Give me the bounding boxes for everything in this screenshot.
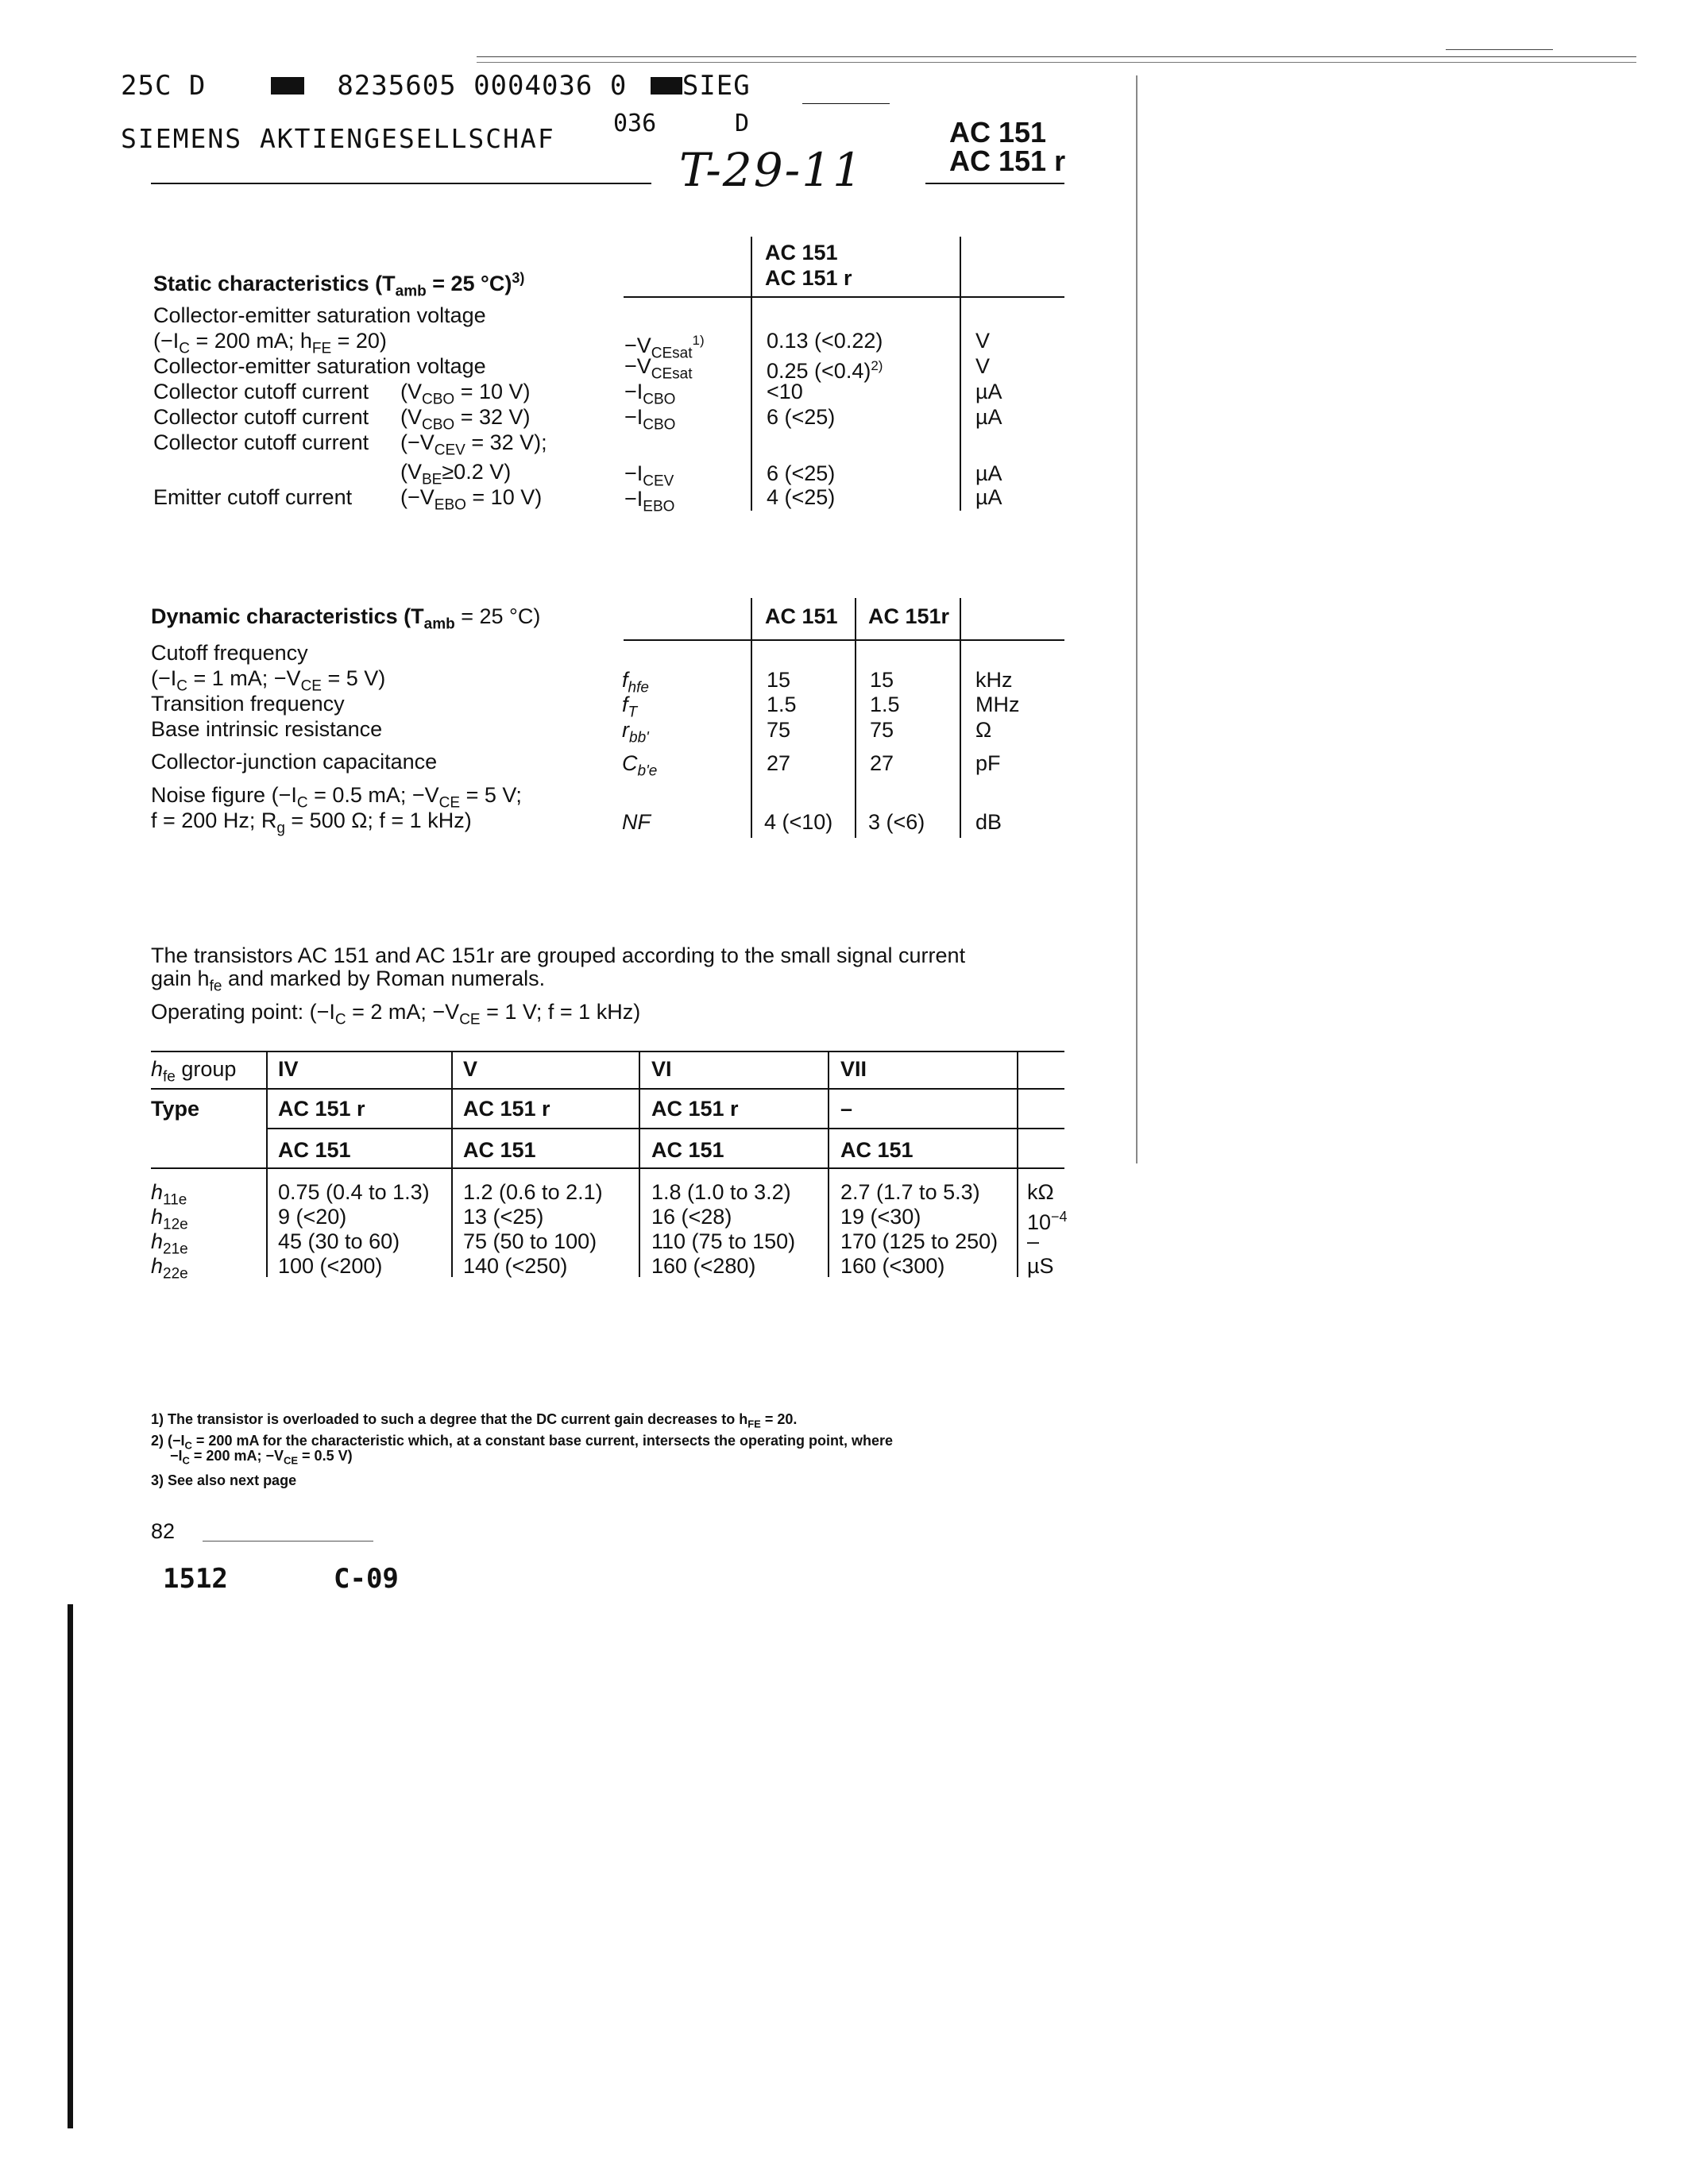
static-row-4-cond: ($V_{CBO} = 32$ V) bbox=[400, 405, 531, 434]
scan-code-line bbox=[121, 70, 751, 102]
static-row-5-param: Collector cutoff current bbox=[153, 430, 369, 454]
code-right: SIEG bbox=[682, 70, 751, 102]
hfe-col-rule-2 bbox=[451, 1051, 453, 1277]
dyn-row-3-v1: 75 bbox=[767, 718, 791, 742]
top-rule bbox=[477, 56, 1636, 57]
h11e-vii: 2.7 (1.7 to 5.3) bbox=[840, 1180, 980, 1204]
dyn-row-4-param: Collector-junction capacitance bbox=[151, 750, 438, 774]
static-row-7-cond: ($-V_{EBO} = 10$ V) bbox=[400, 485, 543, 514]
h22e-unit: µS bbox=[1027, 1254, 1054, 1278]
type-3: AC 151 bbox=[840, 1138, 914, 1162]
static-row-6-unit: µA bbox=[975, 461, 1002, 485]
company-suffix-2: D bbox=[735, 110, 750, 137]
header-rule-left bbox=[151, 183, 651, 184]
dyn-row-2-unit: MHz bbox=[975, 693, 1020, 716]
hfe-col-rule-4 bbox=[828, 1051, 829, 1277]
static-row-1-unit: V bbox=[975, 329, 991, 353]
dyn-row-3-unit: Ω bbox=[975, 718, 992, 742]
hfe-table-rule-2 bbox=[151, 1088, 1064, 1090]
dyn-row-1-symbol: $f_{hfe}$ bbox=[622, 668, 649, 696]
hfe-group-v: V bbox=[463, 1057, 478, 1081]
header-rule-right bbox=[925, 183, 1064, 184]
static-row-2-symbol: $-V_{CEsat}$ bbox=[624, 354, 693, 383]
dyn-row-2-symbol: $f_T$ bbox=[622, 693, 638, 721]
static-row-3-symbol: $-I_{CBO}$ bbox=[624, 380, 676, 408]
page-number: 82 bbox=[151, 1519, 176, 1543]
dyn-row-2-v1: 1.5 bbox=[767, 693, 797, 716]
static-row-1-symbol: $-V_{CEsat}^{1)}$ bbox=[624, 333, 705, 362]
param-label: Collector-emitter saturation voltage bbox=[153, 303, 486, 327]
dyn-header-rule bbox=[624, 639, 1064, 641]
type-2: AC 151 bbox=[651, 1138, 724, 1162]
dyn-row-4-v2: 27 bbox=[870, 751, 894, 775]
black-block-2 bbox=[651, 77, 682, 95]
hparam-row-h21e: $h_{21e}$ bbox=[151, 1229, 188, 1258]
static-row-2-value: 0.25 (<0.4)$^{2)}$ bbox=[767, 358, 883, 383]
static-row-0 bbox=[153, 303, 486, 328]
dyn-row-3-v2: 75 bbox=[870, 718, 894, 742]
static-row-7-symbol: $-I_{EBO}$ bbox=[624, 487, 675, 515]
dyn-row-6-v1: 4 (<10) bbox=[764, 810, 833, 834]
static-row-4-symbol: $-I_{CBO}$ bbox=[624, 405, 676, 434]
company-line bbox=[121, 123, 555, 154]
footnote-3: 3) See also next page bbox=[151, 1472, 297, 1488]
dyn-row-6-unit: dB bbox=[975, 810, 1002, 834]
static-row-4-value: 6 (<25) bbox=[767, 405, 836, 429]
operating-point: Operating point: ($-I_C = 2$ mA; $-V_{CE} = 1$ V; f = 1 kHz) bbox=[151, 1000, 641, 1028]
dyn-row-6-param: f = 200 Hz; $R_g = 500$ Ω; f = 1 kHz) bbox=[151, 808, 472, 837]
type-r-1: AC 151 r bbox=[463, 1097, 550, 1121]
h12e-vii: 19 (<30) bbox=[840, 1205, 921, 1229]
static-heading: Static characteristics ($T_{amb} = 25$ °C)$^{3)}$ bbox=[153, 270, 525, 300]
hfe-group-label: $h_{fe}$ group bbox=[151, 1057, 237, 1086]
static-header-rule bbox=[624, 296, 1064, 298]
type-r-0: AC 151 r bbox=[278, 1097, 365, 1121]
static-row-6-value: 6 (<25) bbox=[767, 461, 836, 485]
grouping-para-2: gain $h_{fe}$ and marked by Roman numerals. bbox=[151, 967, 546, 995]
static-row-4-param: Collector cutoff current bbox=[153, 405, 369, 429]
dyn-row-4-symbol: $C_{b'e}$ bbox=[622, 751, 658, 780]
hfe-table-top-rule bbox=[151, 1051, 1064, 1052]
type-r-2: AC 151 r bbox=[651, 1097, 739, 1121]
h12e-v: 13 (<25) bbox=[463, 1205, 544, 1229]
h21e-iv: 45 (30 to 60) bbox=[278, 1229, 400, 1253]
type-1: AC 151 bbox=[463, 1138, 536, 1162]
dyn-row-6-symbol: NF bbox=[622, 810, 651, 834]
hfe-table-rule-3 bbox=[266, 1128, 1064, 1129]
hfe-group-vii: VII bbox=[840, 1057, 867, 1081]
top-rule-2 bbox=[477, 62, 1636, 63]
dyn-row-3-symbol: $r_{bb'}$ bbox=[622, 718, 649, 747]
dyn-col-header-1: AC 151 bbox=[765, 604, 838, 628]
hparam-row-h11e: $h_{11e}$ bbox=[151, 1180, 187, 1209]
dyn-row-6-v2: 3 (<6) bbox=[868, 810, 925, 834]
grouping-para-1: The transistors AC 151 and AC 151r are grouped according to the small signal current bbox=[151, 943, 966, 967]
type-r-3: – bbox=[840, 1097, 853, 1121]
static-row-6-cond: ($V_{BE}\ge 0.2$ V) bbox=[400, 460, 512, 488]
company-suffix: 036 bbox=[613, 110, 657, 137]
footnote-1: 1) The transistor is overloaded to such a degree that the DC current gain decreases to $h_{FE} = 20$. bbox=[151, 1411, 798, 1430]
code-left: 25C D bbox=[121, 70, 207, 102]
dyn-row-1-unit: kHz bbox=[975, 668, 1013, 692]
hparam-row-h22e: $h_{22e}$ bbox=[151, 1254, 188, 1283]
h21e-v: 75 (50 to 100) bbox=[463, 1229, 597, 1253]
h11e-v: 1.2 (0.6 to 2.1) bbox=[463, 1180, 603, 1204]
handwritten-code: T-29-11 bbox=[679, 143, 864, 197]
margin-scan-line bbox=[1136, 75, 1138, 1163]
dyn-row-1-param: ($-I_C = 1$ mA; $-V_{CE} = 5$ V) bbox=[151, 666, 386, 695]
h21e-vi: 110 (75 to 150) bbox=[651, 1229, 796, 1253]
dyn-row-0-param: Cutoff frequency bbox=[151, 641, 308, 665]
title-line-1: AC 151 bbox=[949, 116, 1047, 149]
company-name: SIEMENS AKTIENGESELLSCHAF bbox=[121, 123, 555, 154]
type-label: Type bbox=[151, 1097, 200, 1121]
dyn-col-header-2: AC 151r bbox=[868, 604, 950, 628]
footer-code-1: 1512 bbox=[163, 1563, 228, 1595]
h22e-iv: 100 (<200) bbox=[278, 1254, 383, 1278]
static-row-5-cond: ($-V_{CEV} = 32$ V); bbox=[400, 430, 547, 459]
top-rule-3 bbox=[1446, 49, 1553, 50]
h21e-unit: – bbox=[1027, 1229, 1040, 1253]
static-row-3-unit: µA bbox=[975, 380, 1002, 403]
static-row-3-cond: ($V_{CBO} = 10$ V) bbox=[400, 380, 531, 408]
h22e-vi: 160 (<280) bbox=[651, 1254, 756, 1278]
h22e-vii: 160 (<300) bbox=[840, 1254, 945, 1278]
hfe-col-rule-3 bbox=[639, 1051, 640, 1277]
dyn-row-2-param: Transition frequency bbox=[151, 692, 345, 716]
static-col-header-2: AC 151 r bbox=[765, 266, 852, 290]
dyn-row-4-unit: pF bbox=[975, 751, 1001, 775]
footnote-2: 2) ($-I_C = 200$ mA for the characteristic which, at a constant base current, intersects the operating point, where bbox=[151, 1433, 893, 1452]
static-row-2-unit: V bbox=[975, 354, 991, 378]
hfe-col-rule-5 bbox=[1017, 1051, 1018, 1277]
hfe-table-rule-4 bbox=[151, 1167, 1064, 1169]
static-row-7-param: Emitter cutoff current bbox=[153, 485, 353, 509]
h21e-vii: 170 (125 to 250) bbox=[840, 1229, 999, 1253]
h11e-unit: kΩ bbox=[1027, 1180, 1054, 1204]
dynamic-heading: Dynamic characteristics ($T_{amb} = 25$ °C) bbox=[151, 604, 541, 633]
code-mid: 8235605 0004036 0 bbox=[337, 70, 628, 102]
h11e-iv: 0.75 (0.4 to 1.3) bbox=[278, 1180, 430, 1204]
static-row-2-param: Collector-emitter saturation voltage bbox=[153, 354, 486, 378]
footer-scan-rule bbox=[203, 1541, 373, 1542]
hfe-group-vi: VI bbox=[651, 1057, 672, 1081]
static-col-header-1: AC 151 bbox=[765, 241, 838, 264]
footnote-2b: $-I_C = 200$ mA; $-V_{CE} = 0.5$ V) bbox=[170, 1448, 353, 1467]
dyn-col-rule-2 bbox=[855, 598, 856, 838]
h12e-unit: $10^{-4}$ bbox=[1027, 1209, 1068, 1234]
h22e-v: 140 (<250) bbox=[463, 1254, 568, 1278]
dyn-col-rule-3 bbox=[960, 598, 961, 838]
code-underline bbox=[802, 103, 890, 104]
hfe-col-rule-1 bbox=[266, 1051, 268, 1277]
dyn-row-5-param: Noise figure ($-I_C = 0.5$ mA; $-V_{CE} = 5$ V; bbox=[151, 783, 522, 812]
dyn-row-1-v2: 15 bbox=[870, 668, 894, 692]
hparam-row-h12e: $h_{12e}$ bbox=[151, 1205, 188, 1233]
h12e-iv: 9 (<20) bbox=[278, 1205, 347, 1229]
static-row-1-param: ($-I_C = 200$ mA; $h_{FE} = 20$) bbox=[153, 329, 387, 357]
static-row-1-value: 0.13 (<0.22) bbox=[767, 329, 883, 353]
static-row-3-param: Collector cutoff current bbox=[153, 380, 369, 403]
dyn-row-4-v1: 27 bbox=[767, 751, 791, 775]
static-row-4-unit: µA bbox=[975, 405, 1002, 429]
dyn-col-rule-1 bbox=[751, 598, 752, 838]
static-row-6-symbol: $-I_{CEV}$ bbox=[624, 461, 674, 490]
footer-code-2: C-09 bbox=[334, 1563, 399, 1595]
h11e-vi: 1.8 (1.0 to 3.2) bbox=[651, 1180, 791, 1204]
static-row-7-value: 4 (<25) bbox=[767, 485, 836, 509]
type-0: AC 151 bbox=[278, 1138, 351, 1162]
dyn-row-2-v2: 1.5 bbox=[870, 693, 900, 716]
static-row-7-unit: µA bbox=[975, 485, 1002, 509]
static-col-rule-2 bbox=[960, 237, 961, 511]
binding-edge bbox=[68, 1604, 73, 2128]
dyn-row-3-param: Base intrinsic resistance bbox=[151, 717, 383, 741]
dyn-row-1-v1: 15 bbox=[767, 668, 791, 692]
hfe-group-iv: IV bbox=[278, 1057, 299, 1081]
black-block-1 bbox=[271, 77, 304, 95]
h12e-vi: 16 (<28) bbox=[651, 1205, 732, 1229]
title-line-2: AC 151 r bbox=[949, 145, 1066, 177]
static-row-3-value: <10 bbox=[767, 380, 803, 403]
static-col-rule-1 bbox=[751, 237, 752, 511]
